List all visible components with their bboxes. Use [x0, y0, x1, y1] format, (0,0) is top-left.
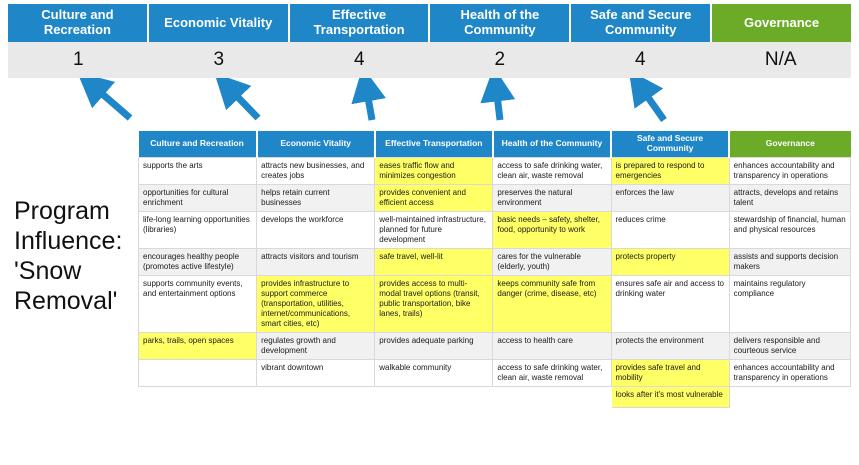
matrix-cell: attracts, develops and retains talent — [729, 184, 850, 211]
matrix-cell: is prepared to respond to emergencies — [611, 157, 729, 184]
table-row — [139, 184, 851, 211]
matrix-cell: reduces crime — [611, 211, 729, 248]
matrix-cell: stewardship of financial, human and physical resources — [729, 211, 850, 248]
matrix-cell: opportunities for cultural enrichment — [139, 184, 257, 211]
matrix-cell: protects the environment — [611, 332, 729, 359]
matrix-cell: vibrant downtown — [257, 359, 375, 386]
matrix-cell: encourages healthy people (promotes active lifestyle) — [139, 248, 257, 275]
matrix-cell: life-long learning opportunities (libraries) — [139, 211, 257, 248]
matrix-cell: helps retain current businesses — [257, 184, 375, 211]
upward-arrow-icon-5 — [640, 86, 664, 120]
table-row — [139, 332, 851, 359]
matrix-cell: safe travel, well-lit — [375, 248, 493, 275]
matrix-cell: provides convenient and efficient access — [375, 184, 493, 211]
matrix-cell: access to safe drinking water, clean air, waste removal — [493, 359, 611, 386]
page-title: Program Influence: 'Snow Removal' — [14, 197, 123, 315]
matrix-header-governance: Governance — [729, 131, 850, 157]
matrix-cell — [729, 386, 850, 407]
header-cell-culture-and-recreation: Culture and Recreation — [8, 4, 149, 42]
matrix-cell: attracts new businesses, and creates jobs — [257, 157, 375, 184]
matrix-cell: supports community events, and entertainment options — [139, 275, 257, 332]
matrix-cell: access to health care — [493, 332, 611, 359]
score-culture-and-recreation: 1 — [8, 42, 149, 78]
matrix-cell — [139, 359, 257, 386]
matrix-cell: well-maintained infrastructure, planned for future development — [375, 211, 493, 248]
matrix-cell — [139, 386, 257, 407]
matrix-cell: enhances accountability and transparency in operations — [729, 157, 850, 184]
upward-arrow-icon-4 — [496, 86, 500, 120]
matrix-header-culture-and-recreation: Culture and Recreation — [139, 131, 257, 157]
matrix-cell: attracts visitors and tourism — [257, 248, 375, 275]
matrix-cell: walkable community — [375, 359, 493, 386]
matrix-header-health-of-the-community: Health of the Community — [493, 131, 611, 157]
table-row — [139, 157, 851, 184]
matrix-cell: protects property — [611, 248, 729, 275]
score-safe-and-secure-community: 4 — [570, 42, 711, 78]
matrix-cell: provides safe travel and mobility — [611, 359, 729, 386]
matrix-cell: regulates growth and development — [257, 332, 375, 359]
outcomes-matrix — [138, 131, 851, 408]
matrix-cell: cares for the vulnerable (elderly, youth) — [493, 248, 611, 275]
score-row — [8, 42, 851, 78]
table-row — [139, 386, 851, 407]
matrix-cell: provides access to multi-modal travel options (transit, public transportation, bike lanes, trails) — [375, 275, 493, 332]
matrix-cell: maintains regulatory compliance — [729, 275, 850, 332]
matrix-cell: assists and supports decision makers — [729, 248, 850, 275]
matrix-cell: provides adequate parking — [375, 332, 493, 359]
header-cell-health-of-the-community: Health of the Community — [430, 4, 571, 42]
score-economic-vitality: 3 — [149, 42, 290, 78]
matrix-cell: supports the arts — [139, 157, 257, 184]
matrix-cell: parks, trails, open spaces — [139, 332, 257, 359]
matrix-cell: preserves the natural environment — [493, 184, 611, 211]
matrix-cell: delivers responsible and courteous service — [729, 332, 850, 359]
matrix-cell: keeps community safe from danger (crime, disease, etc) — [493, 275, 611, 332]
score-effective-transportation: 4 — [289, 42, 430, 78]
matrix-cell: provides infrastructure to support commerce (transportation, utilities, internet/communications, smart cities, etc) — [257, 275, 375, 332]
upward-arrow-icon-2 — [228, 87, 258, 118]
score-health-of-the-community: 2 — [430, 42, 571, 78]
header-cell-safe-and-secure-community: Safe and Secure Community — [571, 4, 712, 42]
matrix-cell: looks after it's most vulnerable — [611, 386, 729, 407]
matrix-header-effective-transportation: Effective Transportation — [375, 131, 493, 157]
matrix-header-safe-and-secure-community: Safe and Secure Community — [611, 131, 729, 157]
matrix-header-row — [139, 131, 851, 157]
header-cell-effective-transportation: Effective Transportation — [290, 4, 431, 42]
matrix-cell: eases traffic flow and minimizes congestion — [375, 157, 493, 184]
table-row — [139, 275, 851, 332]
matrix-cell: develops the workforce — [257, 211, 375, 248]
matrix-header-economic-vitality: Economic Vitality — [257, 131, 375, 157]
arrow-group — [0, 78, 859, 136]
header-cell-economic-vitality: Economic Vitality — [149, 4, 290, 42]
header-cell-governance: Governance — [712, 4, 851, 42]
table-row — [139, 248, 851, 275]
matrix-cell: basic needs – safety, shelter, food, opportunity to work — [493, 211, 611, 248]
upward-arrow-icon-3 — [366, 86, 372, 120]
strategic-priorities-header — [8, 4, 851, 42]
matrix-cell: enhances accountability and transparency in operations — [729, 359, 850, 386]
matrix-cell: ensures safe air and access to drinking water — [611, 275, 729, 332]
table-row — [139, 211, 851, 248]
upward-arrow-icon-1 — [92, 85, 130, 118]
matrix-cell: enforces the law — [611, 184, 729, 211]
score-governance: N/A — [711, 42, 852, 78]
matrix-cell: access to safe drinking water, clean air, waste removal — [493, 157, 611, 184]
matrix-cell — [257, 386, 375, 407]
table-row — [139, 359, 851, 386]
matrix-cell — [493, 386, 611, 407]
matrix-cell — [375, 386, 493, 407]
